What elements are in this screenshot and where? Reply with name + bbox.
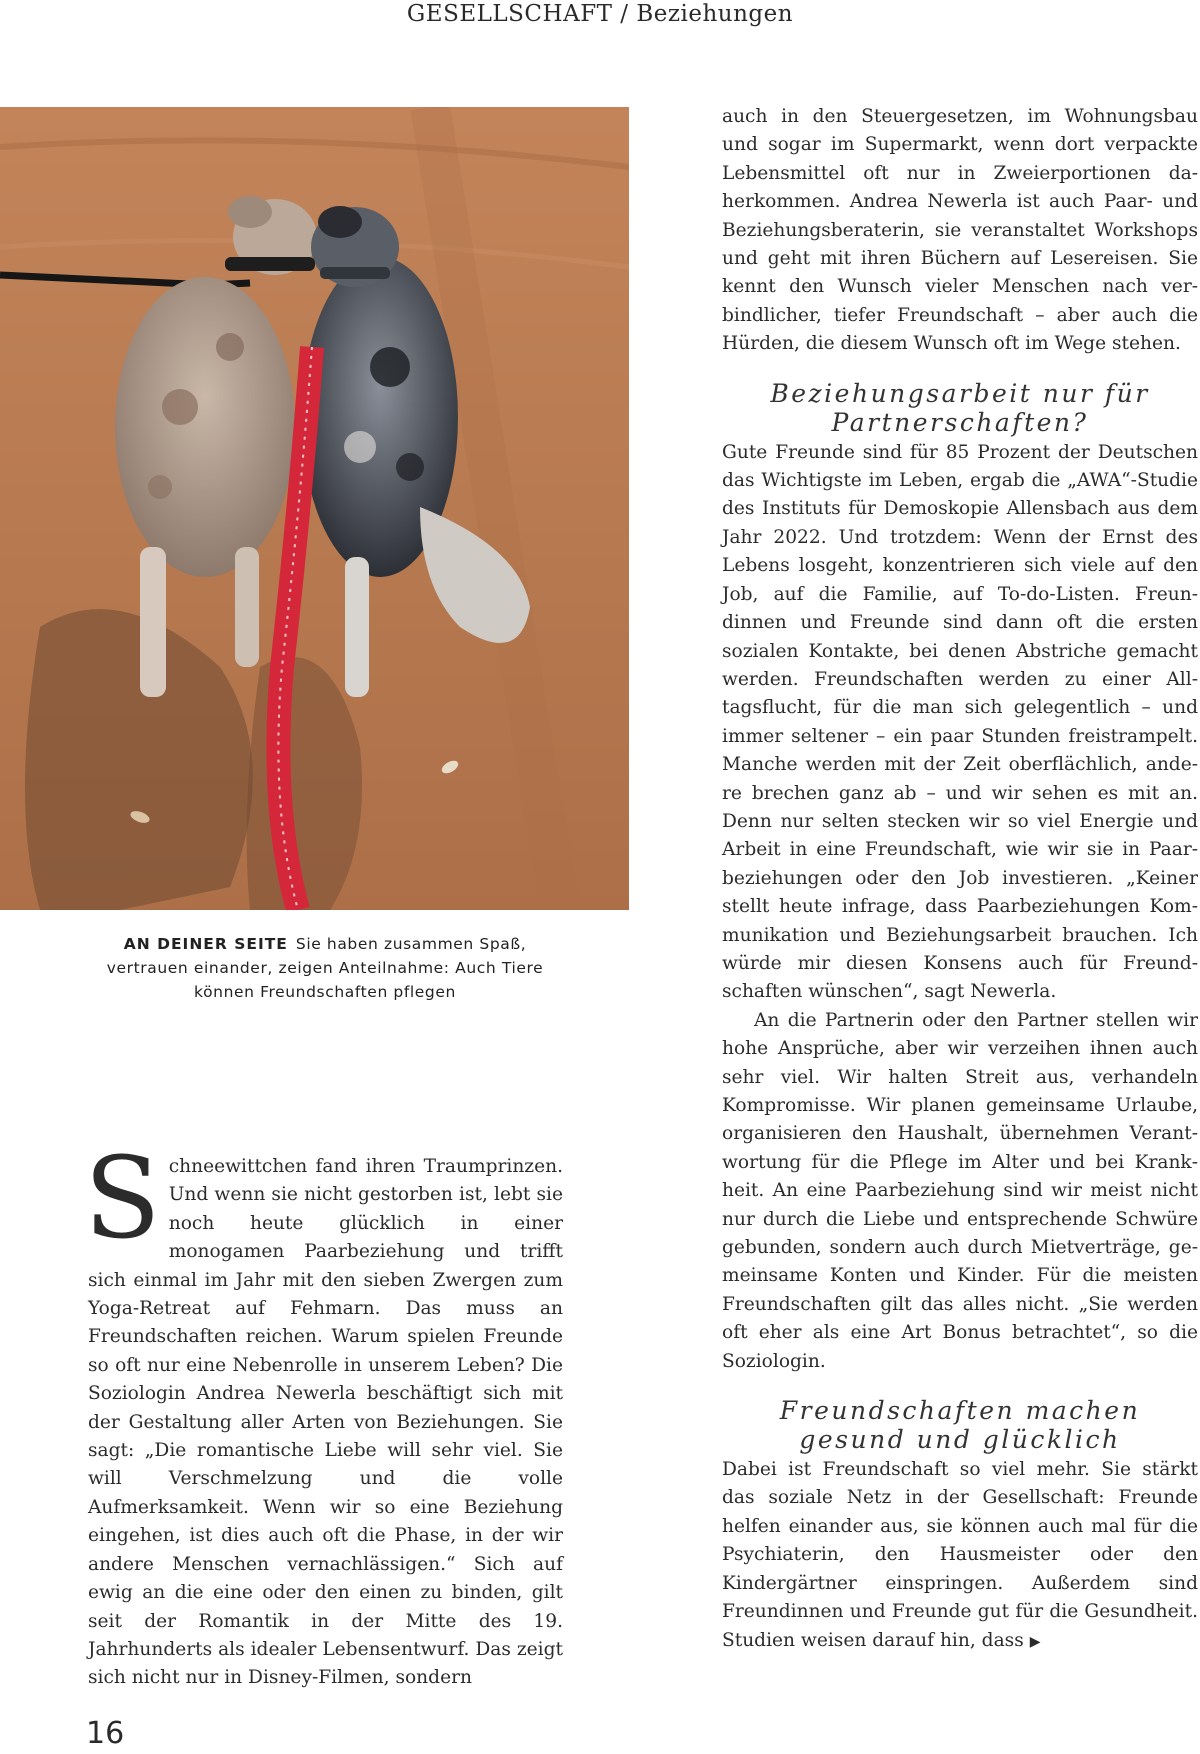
caption-text: Sie haben zusammen Spaß, vertrauen einander, zeigen Anteilnahme: Auch Tiere können Freundschaften pflegen	[106, 935, 544, 1001]
paragraph-3: An die Partnerin oder den Partner stellen wir hohe Ansprüche, aber wir verzeihen ihnen auch sehr viel. Wir halten Streit aus, verhandeln Kompromisse. Wir planen gemeinsame Urlaube, organisieren den Haushalt, übernehmen Verantwortung für die Pflege im Alter und bei Krankheit. An eine Paarbeziehung sind wir meist nicht nur durch die Liebe und entsprechende Schwüre gebunden, sondern auch durch Mietverträge, gemeinsame Konten und Kinder. Für die meisten Freundschaften gilt das alles nicht. „Sie werden oft eher als eine Art Bonus betrachtet“, so die Soziologin.	[722, 1009, 1198, 1372]
subheading-1: Beziehungsarbeit nur für Partnerschaften?	[770, 378, 1150, 437]
section-header: GESELLSCHAFT / Beziehungen	[406, 1, 794, 27]
intro-paragraph	[84, 1134, 563, 1693]
intro-text: chneewittchen fand ihren Traumprinzen. Und wenn sie nicht gestorben ist, lebt sie noch heute glücklich in einer monogamen Paarbeziehung und trifft sich einmal im Jahr mit den sieben Zwergen zum Yoga-Retreat auf Fehmarn. Das muss an Freundschaften reichen. Warum spielen Freunde so oft nur eine Nebenrolle in unserem Leben? Die Soziologin Andrea Newerla beschäftigt sich mit der Gestaltung aller Arten von Beziehungen. Sie sagt: „Die romantische Liebe will sehr viel. Sie will Verschmelzung und die volle Aufmerksamkeit. Wenn wir so eine Beziehung eingehen, ist dies auch oft die Phase, in der wir andere Menschen vernachlässigen.“ Sich auf ewig an die eine oder den einen zu binden, gilt seit der Romantik in der Mitte des 19. Jahrhunderts als idealer Lebensentwurf. Das zeigt sich nicht nur in Disney-Filmen, sondern	[88, 1156, 563, 1689]
drop-cap: S	[84, 1134, 161, 1264]
paragraph-1: auch in den Steuergesetzen, im Wohnungsbau und sogar im Supermarkt, wenn dort verpackte Lebensmittel oft nur in Zweierportionen daherkommen. Andrea Newerla ist auch Paar- und Beziehungsberaterin, sie veranstaltet Workshops und geht mit ihren Büchern auf Lesereisen. Sie kennt den Wunsch vieler Menschen nach verbindlicher, tiefer Freundschaft – aber auch die Hürden, die diesem Wunsch oft im Wege stehen.	[722, 106, 1198, 355]
caption-lead: AN DEINER SEITE	[123, 935, 288, 953]
photo-caption	[100, 932, 550, 1004]
page-number: 16	[86, 1716, 125, 1751]
continue-arrow-icon: ▶	[1029, 1633, 1041, 1650]
paragraph-4-text: Dabei ist Freundschaft so viel mehr. Sie stärkt das soziale Netz in der Gesellschaft: Freunde helfen einander aus, sie können auch mal für die Psychiaterin, den Hausmeister oder den Kindergärtner einspringen. Außerdem sind Freundinnen und Freunde gut für die Gesundheit. Studien weisen darauf hin, dass	[722, 1459, 1198, 1651]
paragraph-2: Gute Freunde sind für 85 Prozent der Deutschen das Wichtigste im Leben, ergab die „AWA“-Studie des Instituts für Demoskopie Allensbach aus dem Jahr 2022. Und trotzdem: Wenn der Ernst des Lebens losgeht, konzentrieren sich viele auf den Job, auf die Familie, auf To-do-Listen. Freundinnen und Freunde sind dann oft die ersten sozialen Kontakte, bei denen Abstriche gemacht werden. Freundschaften werden zu einer Alltagsflucht, für die man sich gelegentlich – und immer seltener – ein paar Stunden freistrampelt. Manche werden mit der Zeit oberflächlich, andere brechen ganz ab – und wir sehen es mit an. Denn nur selten stecken wir so viel Energie und Arbeit in eine Freundschaft, wie wir sie in Paarbeziehungen oder den Job investieren. „Keiner stellt heute infrage, dass Paarbeziehungen Kommunikation und Beziehungsarbeit brauchen. Ich würde mir diesen Konsens auch für Freundschaften wünschen“, sagt Newerla.	[722, 441, 1198, 1003]
left-column	[84, 1134, 563, 1693]
dogs-photo	[0, 107, 629, 910]
subheading-2: Freundschaften machen gesund und glücklich	[779, 1396, 1141, 1455]
right-column	[722, 103, 1198, 1656]
paragraph-4	[722, 1456, 1198, 1656]
